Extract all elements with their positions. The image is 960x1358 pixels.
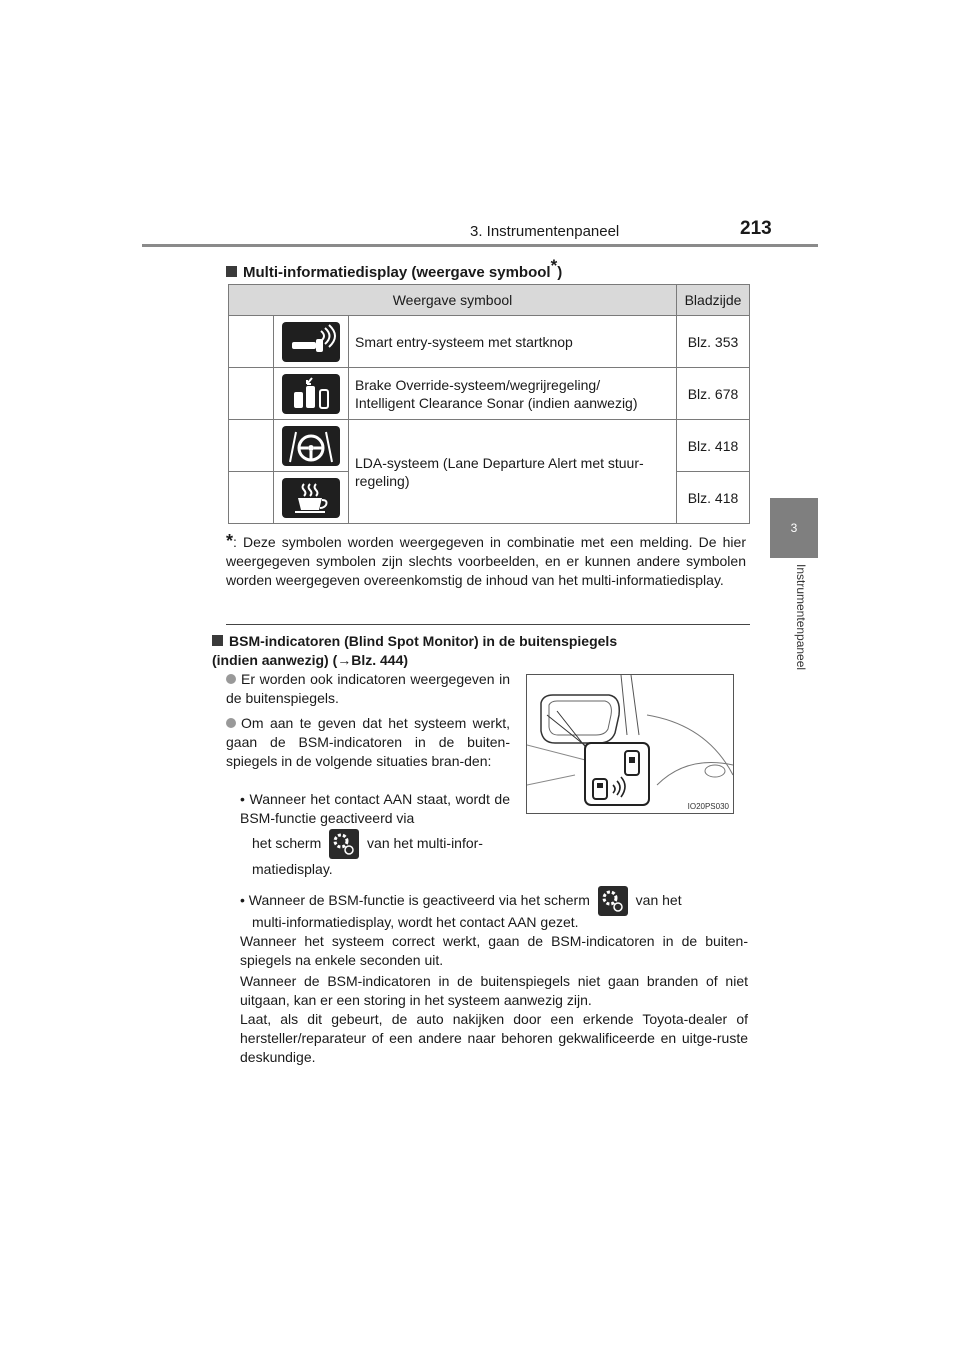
- square-bullet-icon: [226, 266, 237, 277]
- sub-bullet-text: matiedisplay.: [252, 861, 333, 877]
- bsm-sub-bullet-1: [240, 790, 510, 828]
- chapter-tab: 3: [770, 498, 818, 558]
- section-title-text: Multi-informatiedisplay (weergave symbool: [243, 264, 551, 281]
- round-bullet-icon: [226, 718, 236, 728]
- chapter-label: Instrumentenpaneel: [794, 564, 808, 671]
- lda-icon: [282, 426, 340, 466]
- table-row: [229, 420, 750, 472]
- table-header-page: Bladzijde: [677, 285, 750, 316]
- table-header-symbol: Weergave symbool: [229, 285, 677, 316]
- table-cell-page: Blz. 353: [677, 316, 750, 368]
- section-divider: [226, 624, 750, 625]
- sub-bullet-text: multi-informatiedisplay, wordt het contact AAN gezet.: [252, 914, 579, 930]
- table-cell-line: regeling): [355, 472, 410, 489]
- bsm-sub-bullet-2: [240, 885, 750, 916]
- bullet-text: Er worden ook indicatoren weergegeven in de buitenspiegels.: [226, 671, 510, 706]
- side-mirror-drawing: [527, 675, 733, 813]
- table-row: [229, 316, 750, 368]
- table-footnote: [226, 532, 746, 590]
- footnote-text: : Deze symbolen worden weergegeven in combinatie met een melding. De hier weergegeven symbolen zijn slechts voorbeelden, en er kunnen andere symbolen worden weergegeven overeenkomstig de inhoud van het multi-informatiedisplay.: [226, 534, 746, 588]
- table-cell-line: Brake Override-systeem/wegrijregeling/: [355, 376, 601, 393]
- table-cell-page: Blz. 678: [677, 368, 750, 420]
- bsm-paragraph-2: Wanneer de BSM-indicatoren in de buitenspiegels niet gaan branden of niet uitgaan, kan er een storing in het systeem aanwezig zijn.: [240, 973, 748, 1008]
- page-number: 213: [740, 218, 772, 239]
- table-cell-page: Blz. 418: [677, 420, 750, 472]
- running-header-section: 3. Instrumentenpaneel: [470, 223, 620, 240]
- sub-bullet-text: van het: [635, 892, 682, 908]
- table-row: [229, 368, 750, 420]
- footnote-mark: *: [226, 531, 234, 551]
- bsm-paragraph-3: Laat, als dit gebeurt, de auto nakijken door een erkende Toyota-dealer of hersteller/reparateur of een andere naar behoren gekwalificeerde en uitge-ruste deskundige.: [240, 1011, 748, 1065]
- bsm-title-line: BSM-indicatoren (Blind Spot Monitor) in de buitenspiegels: [229, 633, 618, 649]
- bsm-section-title: [212, 632, 652, 670]
- bsm-bullet-2: [226, 714, 510, 771]
- table-cell-text: Smart entry-systeem met startknop: [349, 316, 677, 368]
- table-cell-text: [349, 368, 677, 420]
- round-bullet-icon: [226, 674, 236, 684]
- table-cell-line: LDA-systeem (Lane Departure Alert met stuur-: [355, 454, 644, 471]
- bsm-sub-bullet-1-cont: [252, 828, 510, 859]
- smart-entry-icon: [282, 322, 340, 362]
- table-cell-text: [349, 420, 677, 524]
- sub-bullet-text: • Wanneer het contact AAN staat, wordt de BSM-functie geactiveerd via: [240, 791, 510, 826]
- bsm-sub-bullet-1-end: [252, 860, 510, 879]
- figure-code: IO20PS030: [687, 802, 729, 811]
- square-bullet-icon: [212, 635, 223, 646]
- section-title-suffix: ): [557, 264, 563, 281]
- section-title-multi-info: [226, 256, 562, 281]
- bsm-mirror-illustration: [526, 674, 734, 814]
- sub-bullet-text: van het multi-infor-: [367, 835, 483, 851]
- bsm-bullet-1: [226, 670, 510, 708]
- sub-bullet-text: • Wanneer de BSM-functie is geactiveerd via het scherm: [240, 892, 590, 908]
- header-rule: [142, 244, 818, 247]
- brake-override-icon: [282, 374, 340, 414]
- bsm-title-line: (indien aanwezig) (→Blz. 444): [212, 652, 409, 668]
- bullet-text: Om aan te geven dat het systeem werkt, gaan de BSM-indicatoren in de buiten-spiegels in de volgende situaties bran-den:: [226, 715, 510, 769]
- symbol-table: [228, 284, 750, 524]
- sub-bullet-text: het scherm: [252, 835, 322, 851]
- settings-gear-icon: [598, 886, 628, 916]
- footnote-star: *: [550, 256, 558, 275]
- coffee-cup-icon: [282, 478, 340, 518]
- table-cell-page: Blz. 418: [677, 472, 750, 524]
- bsm-paragraph-1: Wanneer het systeem correct werkt, gaan de BSM-indicatoren in de buiten-spiegels na enkele seconden uit.: [240, 933, 748, 968]
- bsm-sub-bullet-2-cont: [252, 913, 750, 932]
- table-cell-line: Intelligent Clearance Sonar (indien aanwezig): [355, 394, 638, 411]
- settings-gear-icon: [329, 829, 359, 859]
